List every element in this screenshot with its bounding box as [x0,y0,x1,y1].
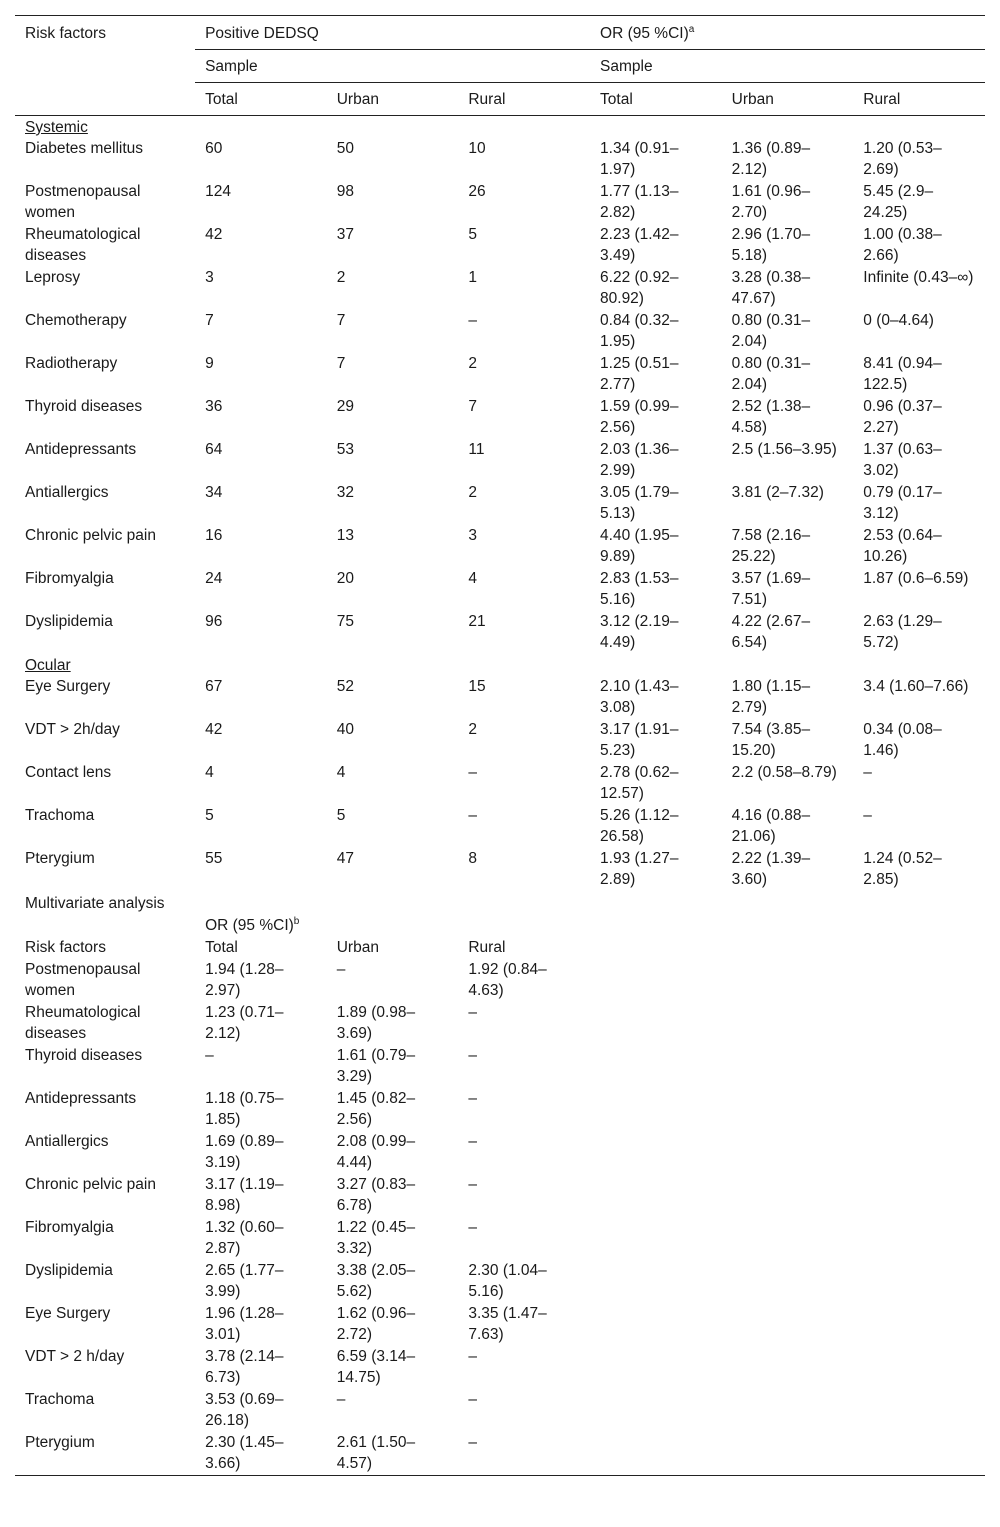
table-cell: 1.77 (1.13–2.82) [600,183,679,221]
table-cell: 16 [205,527,223,544]
empty-cell [327,116,459,139]
multivariate-header-rural: Rural [468,939,506,956]
table-row [15,267,985,310]
risk-factor-label: Chronic pelvic pain [25,1176,156,1193]
table-row [15,1432,985,1476]
empty-cell [853,1389,985,1432]
empty-cell [590,1217,722,1260]
empty-cell [195,891,327,915]
risk-factor-label: Dyslipidemia [25,1262,113,1279]
table-cell: 5 [205,807,214,824]
risk-factor-label: Fibromyalgia [25,570,114,587]
table-cell: 2 [468,484,477,501]
empty-cell [590,1045,722,1088]
table-cell: 3.27 (0.83–6.78) [336,1176,416,1214]
risk-factor-label: Rheumatological diseases [25,226,141,264]
table-cell: 64 [205,441,223,458]
empty-cell [722,891,854,915]
table-row [15,1389,985,1432]
multivariate-title: Multivariate analysis [25,895,165,912]
table-cell: 26 [468,183,486,200]
empty-cell [722,1303,854,1346]
risk-factor-label: Dyslipidemia [25,613,113,630]
table-row [15,611,985,654]
empty-cell [590,1131,722,1174]
table-row [15,568,985,611]
multivariate-header-risk-factors: Risk factors [25,939,106,956]
table-cell: 42 [205,721,223,738]
risk-factor-label: Leprosy [25,269,81,286]
table-cell: 0.34 (0.08–1.46) [863,721,942,759]
table-cell: 4.22 (2.67–6.54) [731,613,811,651]
risk-factor-label: Chronic pelvic pain [25,527,156,544]
table-cell: 2 [468,355,477,372]
table-cell: 0.84 (0.32–1.95) [600,312,679,350]
table-row [15,1174,985,1217]
table-row [15,1346,985,1389]
table-cell: 1.61 (0.79–3.29) [336,1047,416,1085]
table-row [15,1088,985,1131]
table-cell: 1.25 (0.51–2.77) [600,355,679,393]
table-cell: – [458,1432,590,1476]
empty-cell [722,1260,854,1303]
table-cell: 10 [468,140,486,157]
table-cell: 6.59 (3.14–14.75) [336,1348,416,1386]
empty-cell [590,1346,722,1389]
table-cell: 53 [336,441,354,458]
risk-factor-label: Eye Surgery [25,1305,111,1322]
table-cell: 2.65 (1.77–3.99) [205,1262,284,1300]
table-cell: 1.92 (0.84–4.63) [468,961,547,999]
table-cell: 8.41 (0.94–122.5) [863,355,942,393]
table-cell: 3.78 (2.14–6.73) [205,1348,284,1386]
empty-cell [853,1002,985,1045]
table-cell: 2.2 (0.58–8.79) [731,764,837,781]
table-cell: 42 [205,226,223,243]
table-cell: 1.45 (0.82–2.56) [336,1090,416,1128]
table-cell: 0.79 (0.17–3.12) [863,484,942,522]
table-cell: 9 [205,355,214,372]
table-cell: 50 [336,140,354,157]
table-cell: 7.54 (3.85–15.20) [731,721,811,759]
empty-cell [722,959,854,1002]
empty-cell [590,1088,722,1131]
empty-cell [722,1432,854,1476]
empty-cell [195,654,327,676]
risk-factor-label: Trachoma [25,807,95,824]
table-cell: 3.53 (0.69–26.18) [205,1391,284,1429]
risk-factor-label: Antidepressants [25,441,137,458]
table-cell: 52 [336,678,354,695]
header-rural: Rural [458,83,590,116]
table-cell: 3.17 (1.91–5.23) [600,721,679,759]
empty-cell [853,1131,985,1174]
table-cell: 3.12 (2.19–4.49) [600,613,679,651]
empty-cell [853,1217,985,1260]
table-cell: – [468,1047,477,1064]
table-cell: – [468,807,477,824]
empty-cell [722,116,854,139]
table-cell: 3.05 (1.79–5.13) [600,484,679,522]
empty-cell [590,891,722,915]
header-total: Total [195,83,327,116]
table-cell: 40 [336,721,354,738]
table-cell: 3 [468,527,477,544]
header-urban: Urban [327,83,459,116]
header-risk-factors: Risk factors [15,16,195,50]
table-cell: – [468,1004,477,1021]
table-cell: 3 [205,269,214,286]
empty-cell [327,654,459,676]
table-cell: 24 [205,570,223,587]
empty-cell [722,1002,854,1045]
empty-cell [590,1002,722,1045]
table-cell: Infinite (0.43–∞) [863,269,974,286]
risk-factor-label: Radiotherapy [25,355,118,372]
risk-factor-label: Postmenopausal women [25,961,141,999]
multivariate-header-row [15,937,985,959]
table-row [15,1002,985,1045]
table-cell: 67 [205,678,223,695]
table-row [15,1260,985,1303]
table-row [15,959,985,1002]
table-cell: 124 [205,183,231,200]
empty-cell [722,1389,854,1432]
empty-cell [590,1303,722,1346]
table-cell: – [336,961,346,978]
table-cell: 2 [336,269,346,286]
table-cell: 36 [205,398,223,415]
table-cell: – [863,807,872,824]
empty-cell [853,937,985,959]
table-cell: 3.17 (1.19–8.98) [205,1176,284,1214]
table-cell: 1.69 (0.89–3.19) [205,1133,284,1171]
multivariate-or-label: OR (95 %CI)$^b$ [205,915,300,934]
table-cell: 20 [336,570,354,587]
table-cell: 2.61 (1.50–4.57) [327,1432,459,1476]
table-cell: 3.57 (1.69–7.51) [731,570,811,608]
table-row [15,848,985,891]
table-cell: – [468,1391,477,1408]
multivariate-header-total: Total [205,939,238,956]
table-row [15,310,985,353]
table-row [15,1045,985,1088]
table-row [15,1217,985,1260]
risk-factor-label: Eye Surgery [25,678,111,695]
table-row [15,1131,985,1174]
header-or-total: Total [590,83,722,116]
table-cell: – [468,1219,477,1236]
table-cell: 2 [468,721,477,738]
empty-cell [722,915,854,937]
table-cell: 4 [205,764,214,781]
table-cell: 1.94 (1.28–2.97) [205,961,284,999]
table-cell: 2.30 (1.45–3.66) [195,1432,327,1476]
empty-cell [853,1303,985,1346]
empty-cell [590,1174,722,1217]
header-or-rural: Rural [853,83,985,116]
table-cell: 1.37 (0.63–3.02) [863,441,942,479]
table-cell: 1.32 (0.60–2.87) [205,1219,284,1257]
table-cell: 1.20 (0.53–2.69) [863,140,942,178]
table-cell: 7 [336,312,346,329]
empty-cell [590,915,722,937]
table-cell: 1.61 (0.96–2.70) [731,183,811,221]
section-header-row [15,654,985,676]
empty-cell [590,1260,722,1303]
header-positive-dedsq: Positive DEDSQ [195,16,590,50]
table-cell: 6.22 (0.92–80.92) [600,269,679,307]
table-cell: 15 [468,678,486,695]
empty-cell [327,891,459,915]
table-cell: 55 [205,850,223,867]
risk-factor-label: Pterygium [15,1432,195,1476]
table-cell: 3.81 (2–7.32) [731,484,824,501]
risk-factor-label: Thyroid diseases [25,398,143,415]
table-cell: 0 (0–4.64) [863,312,934,329]
table-row [15,1303,985,1346]
header-sample-or: Sample [590,50,985,83]
table-cell: 7 [205,312,214,329]
table-cell: 5 [468,226,477,243]
table-cell: 2.10 (1.43–3.08) [600,678,679,716]
table-cell: 37 [336,226,354,243]
table-cell: 0.80 (0.31–2.04) [731,312,811,350]
multivariate-title-row [15,891,985,915]
table-cell: 1 [468,269,477,286]
empty-cell [15,915,195,937]
table-cell: 2.52 (1.38–4.58) [731,398,811,436]
multivariate-header-urban: Urban [336,939,379,956]
table-cell: 11 [468,441,485,458]
empty-cell [590,654,722,676]
table-row [15,439,985,482]
section-header-row [15,116,985,139]
table-cell: 7.58 (2.16–25.22) [731,527,811,565]
table-cell: 2.63 (1.29–5.72) [863,613,942,651]
table-cell: – [468,1348,477,1365]
empty-cell [722,1217,854,1260]
table-cell: 3.38 (2.05–5.62) [336,1262,416,1300]
table-cell: 21 [468,613,486,630]
risk-factor-label: Antiallergics [25,1133,109,1150]
empty-cell [590,1389,722,1432]
table-cell: 1.23 (0.71–2.12) [205,1004,284,1042]
table-cell: 0.80 (0.31–2.04) [731,355,811,393]
empty-cell [853,1432,985,1476]
empty-cell [195,116,327,139]
header-or: OR (95 %CI)$^a$ [590,16,985,50]
table-cell: 13 [336,527,354,544]
table-cell: 98 [336,183,354,200]
risk-factor-label: Contact lens [25,764,112,781]
table-cell: 4 [336,764,346,781]
empty-cell [722,1346,854,1389]
empty-cell [853,891,985,915]
table-cell: 1.89 (0.98–3.69) [336,1004,416,1042]
table-cell: 2.5 (1.56–3.95) [731,441,837,458]
table-row [15,805,985,848]
empty-cell [853,1174,985,1217]
table-cell: 1.24 (0.52–2.85) [863,850,942,888]
empty-cell [722,1088,854,1131]
table-cell: 2.08 (0.99–4.44) [336,1133,416,1171]
header-sample-dedsq: Sample [195,50,590,83]
table-cell: 7 [336,355,346,372]
table-cell: 1.59 (0.99–2.56) [600,398,679,436]
risk-factor-label: VDT > 2 h/day [25,1348,125,1365]
table-body [15,116,985,1476]
table-cell: 2.96 (1.70–5.18) [731,226,811,264]
table-cell: 34 [205,484,223,501]
table-cell: 1.36 (0.89–2.12) [731,140,811,178]
table-row [15,676,985,719]
table-cell: – [468,1133,477,1150]
table-cell: 60 [205,140,223,157]
table-cell: 2.22 (1.39–3.60) [731,850,811,888]
risk-factor-label: VDT > 2h/day [25,721,120,738]
table-cell: 1.80 (1.15–2.79) [731,678,811,716]
table-cell: – [468,764,477,781]
empty-cell [853,654,985,676]
empty-cell [722,654,854,676]
empty-cell [853,1260,985,1303]
section-title: Systemic [25,119,88,136]
table-cell: – [863,764,872,781]
empty-cell [590,1432,722,1476]
table-cell: 5.26 (1.12–26.58) [600,807,679,845]
table-cell: 2.03 (1.36–2.99) [600,441,679,479]
table-cell: 2.23 (1.42–3.49) [600,226,679,264]
empty-cell [590,937,722,959]
table-cell: 0.96 (0.37–2.27) [863,398,942,436]
empty-cell [590,959,722,1002]
risk-factor-label: Thyroid diseases [25,1047,143,1064]
table-cell: 5 [336,807,346,824]
table-row [15,762,985,805]
risk-factor-label: Diabetes mellitus [25,140,144,157]
table-cell: 2.53 (0.64–10.26) [863,527,942,565]
header-or-urban: Urban [722,83,854,116]
empty-cell [458,116,590,139]
table-cell: 47 [336,850,354,867]
table-cell: – [468,1176,477,1193]
table-cell: 75 [336,613,354,630]
risk-factor-label: Antiallergics [25,484,109,501]
table-cell: 1.96 (1.28–3.01) [205,1305,284,1343]
table-row [15,396,985,439]
table-cell: – [468,312,477,329]
table-row [15,181,985,224]
empty-cell [722,1045,854,1088]
table-cell: 3.35 (1.47–7.63) [468,1305,547,1343]
empty-cell [853,116,985,139]
table-cell: 1.00 (0.38–2.66) [863,226,942,264]
table-row [15,719,985,762]
risk-factors-table [15,15,985,1476]
empty-cell [458,891,590,915]
table-cell: – [205,1047,214,1064]
empty-cell [590,116,722,139]
table-cell: 1.62 (0.96–2.72) [336,1305,416,1343]
section-title: Ocular [25,657,71,674]
risk-factor-label: Pterygium [25,850,95,867]
table-cell: 4.40 (1.95–9.89) [600,527,679,565]
table-cell: 2.30 (1.04–5.16) [468,1262,547,1300]
table-row [15,224,985,267]
empty-cell [458,654,590,676]
empty-cell [722,1174,854,1217]
table-cell: 32 [336,484,354,501]
empty-cell [722,1131,854,1174]
empty-cell [853,915,985,937]
table-cell: 29 [336,398,354,415]
table-cell: 2.78 (0.62–12.57) [600,764,679,802]
risk-factor-label: Rheumatological diseases [25,1004,141,1042]
table-row [15,525,985,568]
risk-factor-label: Trachoma [25,1391,95,1408]
table-cell: – [468,1090,477,1107]
empty-cell [853,959,985,1002]
table-cell: 7 [468,398,477,415]
table-cell: 1.93 (1.27–2.89) [600,850,679,888]
table-row [15,138,985,181]
table-cell: 8 [468,850,477,867]
table-row [15,353,985,396]
table-cell: – [336,1391,346,1408]
empty-cell [853,1346,985,1389]
risk-factor-label: Chemotherapy [25,312,127,329]
table-cell: 3.28 (0.38–47.67) [731,269,811,307]
risk-factor-label: Antidepressants [25,1090,137,1107]
table-cell: 1.22 (0.45–3.32) [336,1219,416,1257]
table-cell: 96 [205,613,223,630]
empty-cell [853,1045,985,1088]
table-row [15,482,985,525]
table-cell: 1.87 (0.6–6.59) [863,570,969,587]
risk-factor-label: Postmenopausal women [25,183,141,221]
table-cell: 4 [468,570,477,587]
risk-factor-label: Fibromyalgia [25,1219,114,1236]
empty-cell [853,1088,985,1131]
table-cell: 3.4 (1.60–7.66) [863,678,969,695]
table-cell: 4.16 (0.88–21.06) [731,807,811,845]
table-cell: 2.83 (1.53–5.16) [600,570,679,608]
table-cell: 1.34 (0.91–1.97) [600,140,679,178]
multivariate-or-row [15,915,985,937]
empty-cell [722,937,854,959]
table-cell: 1.18 (0.75–1.85) [205,1090,284,1128]
table-cell: 5.45 (2.9–24.25) [863,183,934,221]
